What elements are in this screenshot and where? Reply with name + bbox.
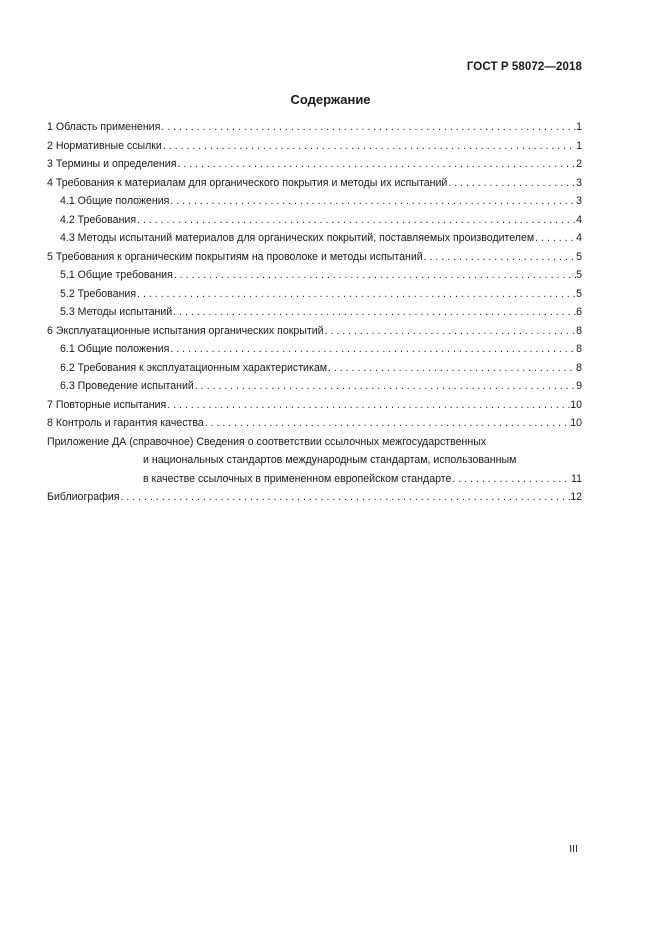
toc-entry-text: 5.2 Требования xyxy=(60,287,137,300)
toc-entry-text: 5 Требования к органическим покрытиям на проволоке и методы испытаний xyxy=(47,250,423,263)
dot-leader xyxy=(166,399,570,411)
toc-entry-text: 6.1 Общие положения xyxy=(60,343,170,355)
dot-leader xyxy=(173,269,576,281)
toc-entry-6-1[interactable] xyxy=(47,343,582,362)
toc-entry-5-3[interactable] xyxy=(47,306,582,325)
toc-entry-text: 4.1 Общие положения xyxy=(60,195,170,207)
toc-entry-6-2[interactable] xyxy=(47,362,582,381)
toc-entry-page: 12 xyxy=(570,491,582,503)
toc-entry-4[interactable] xyxy=(47,177,582,196)
toc-entry-text: 6.2 Требования к эксплуатационным характеристикам xyxy=(60,361,328,374)
toc-entry-text: 5.3 Методы испытаний xyxy=(60,306,173,318)
toc-entry-page: 6 xyxy=(576,306,582,318)
dot-leader xyxy=(136,214,576,226)
document-code: ГОСТ Р 58072—2018 xyxy=(466,61,582,73)
dot-leader xyxy=(176,158,576,170)
toc-entry-page: 10 xyxy=(570,417,582,429)
toc-entry-text: 4 Требования к материалам для органического покрытия и методы их испытаний xyxy=(47,176,448,189)
toc-entry-text: 1 Область применения xyxy=(47,121,161,133)
dot-leader xyxy=(160,121,576,133)
toc-entry-text: 6 Эксплуатационные испытания органических покрытий xyxy=(47,324,324,337)
toc-entry-page: 11 xyxy=(571,472,582,485)
dot-leader xyxy=(534,232,576,244)
toc-entry-6[interactable] xyxy=(47,325,582,344)
toc-entry-3[interactable] xyxy=(47,158,582,177)
toc-entry-page: 4 xyxy=(576,213,582,226)
toc-entry-page: 8 xyxy=(576,361,582,374)
toc-entry-4-1[interactable] xyxy=(47,195,582,214)
toc-entry-page: 10 xyxy=(570,398,582,411)
appendix-line-1 xyxy=(47,436,582,455)
appendix-text: Приложение ДА (справочное) Сведения о соответствии ссылочных межгосударственных xyxy=(47,435,487,448)
toc-entry-page: 1 xyxy=(576,139,582,152)
toc-entry-text: 4.3 Методы испытаний материалов для органических покрытий, поставляемых производителем xyxy=(60,232,535,244)
appendix-line-3 xyxy=(47,473,582,492)
dot-leader xyxy=(423,251,576,263)
toc-entry-text: Библиография xyxy=(47,491,120,503)
toc-entry-page: 5 xyxy=(576,269,582,281)
toc-entry-text: 7 Повторные испытания xyxy=(47,398,167,411)
toc-entry-text: 6.3 Проведение испытаний xyxy=(60,380,194,392)
dot-leader xyxy=(451,473,571,485)
toc-entry-page: 8 xyxy=(576,324,582,337)
dot-leader xyxy=(327,362,576,374)
dot-leader xyxy=(169,343,576,355)
table-of-contents xyxy=(47,121,582,510)
appendix-text: и национальных стандартов международным стандартам, использованным xyxy=(143,454,517,466)
toc-entry-text: 3 Термины и определения xyxy=(47,158,177,170)
dot-leader xyxy=(204,417,570,429)
dot-leader xyxy=(324,325,577,337)
toc-entry-1[interactable] xyxy=(47,121,582,140)
toc-entry-4-2[interactable] xyxy=(47,214,582,233)
toc-entry-page: 3 xyxy=(576,176,582,189)
page-number: III xyxy=(569,843,578,855)
toc-entry-page: 4 xyxy=(576,232,582,244)
toc-entry-2[interactable] xyxy=(47,140,582,159)
appendix-text: в качестве ссылочных в примененном европейском стандарте xyxy=(143,472,452,485)
toc-entry-page: 9 xyxy=(576,380,582,392)
toc-entry-appendix[interactable] xyxy=(47,436,582,492)
dot-leader xyxy=(162,140,576,152)
toc-entry-page: 5 xyxy=(576,250,582,263)
appendix-line-2 xyxy=(47,454,582,473)
toc-entry-page: 1 xyxy=(576,121,582,133)
toc-entry-page: 3 xyxy=(576,195,582,207)
toc-entry-page: 5 xyxy=(576,287,582,300)
toc-entry-text: 8 Контроль и гарантия качества xyxy=(47,417,204,429)
dot-leader xyxy=(194,380,576,392)
toc-entry-8[interactable] xyxy=(47,417,582,436)
toc-entry-5[interactable] xyxy=(47,251,582,270)
toc-entry-7[interactable] xyxy=(47,399,582,418)
toc-entry-text: 5.1 Общие требования xyxy=(60,269,173,281)
dot-leader xyxy=(447,177,576,189)
toc-entry-6-3[interactable] xyxy=(47,380,582,399)
dot-leader xyxy=(169,195,576,207)
toc-title: Содержание xyxy=(290,92,371,107)
toc-entry-text: 4.2 Требования xyxy=(60,213,137,226)
toc-entry-page: 2 xyxy=(576,158,582,170)
toc-entry-4-3[interactable] xyxy=(47,232,582,251)
toc-entry-bibliography[interactable] xyxy=(47,491,582,510)
dot-leader xyxy=(119,491,570,503)
dot-leader xyxy=(172,306,576,318)
toc-entry-page: 8 xyxy=(576,343,582,355)
toc-entry-5-1[interactable] xyxy=(47,269,582,288)
toc-entry-text: 2 Нормативные ссылки xyxy=(47,139,162,152)
toc-entry-5-2[interactable] xyxy=(47,288,582,307)
dot-leader xyxy=(136,288,576,300)
